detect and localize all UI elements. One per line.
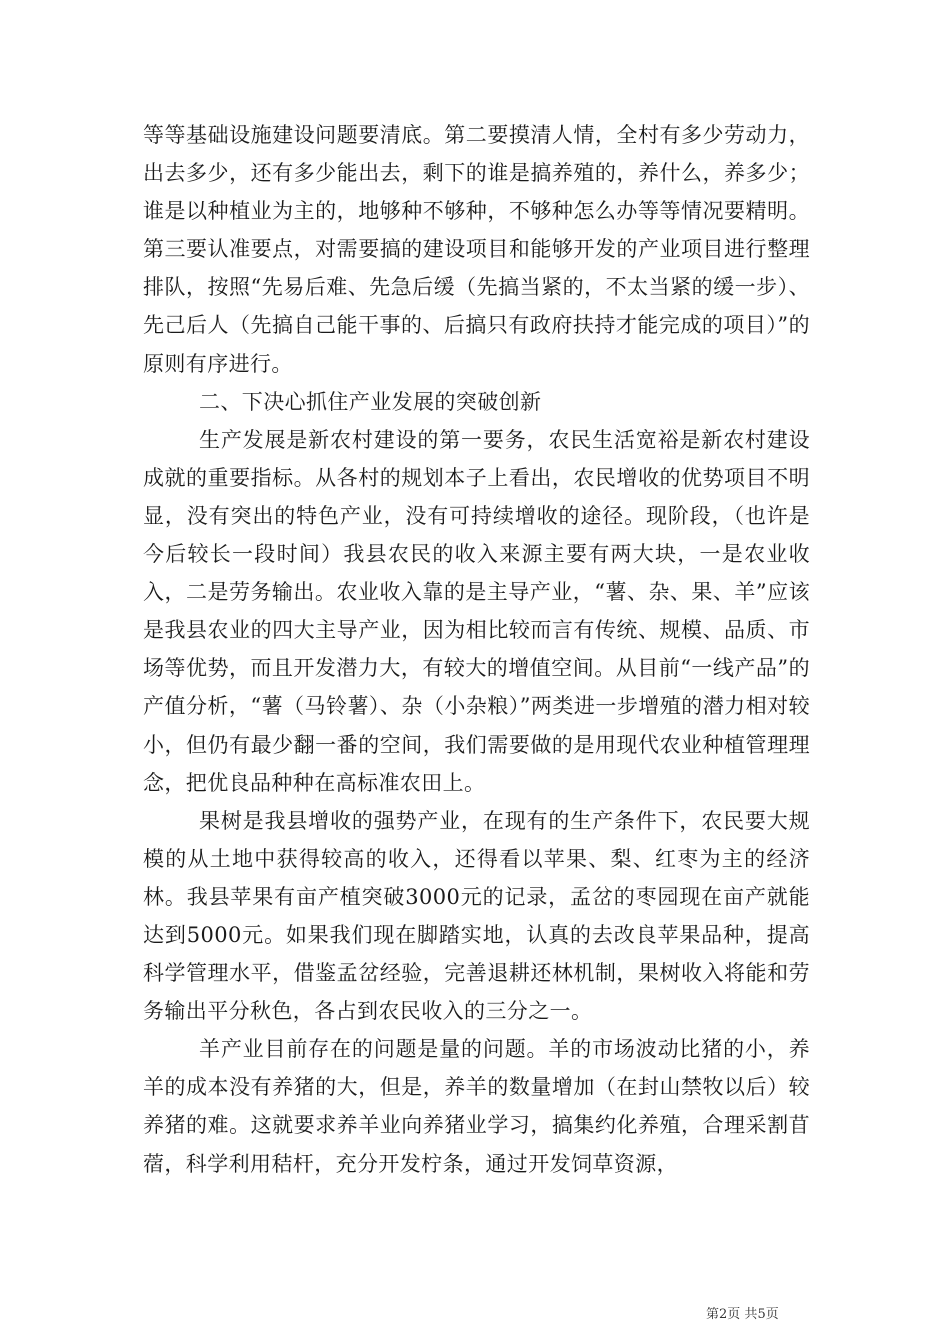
footer-current-page: 2 (719, 1307, 728, 1322)
footer-prefix: 第 (706, 1307, 720, 1322)
paragraph: 羊产业目前存在的问题是量的问题。羊的市场波动比猪的小，养羊的成本没有养猪的大，但是，养羊的数量增加（在封山禁牧以后）较养猪的难。这就要求养羊业向养猪业学习，搞集约化养殖，合理采割苜蓿，科学利用秸杆，充分开发柠条，通过开发饲草资源， (143, 1037, 810, 1176)
page-footer (706, 1303, 779, 1322)
paragraph: 等等基础设施建设问题要清底。第二要摸清人情，全村有多少劳动力，出去多少，还有多少能出去，剩下的谁是搞养殖的，养什么，养多少；谁是以种植业为主的，地够种不够种，不够种怎么办等等情况要精明。第三要认准要点，对需要搞的建设项目和能够开发的产业项目进行整理排队，按照“先易后难、先急后缓（先搞当紧的，不太当紧的缓一步）、先己后人（先搞自己能干事的、后搞只有政府扶持才能完成的项目）”的原则有序进行。 (143, 123, 810, 376)
section-heading: 二、下决心抓住产业发展的突破创新 (199, 389, 542, 414)
document-body (143, 116, 810, 1183)
footer-total-pages: 5 (757, 1307, 766, 1322)
paragraph: 果树是我县增收的强势产业，在现有的生产条件下，农民要大规模的从土地中获得较高的收入，还得看以苹果、梨、红枣为主的经济林。我县苹果有亩产植突破3000元的记录，孟岔的枣园现在亩产就能达到5000元。如果我们现在脚踏实地，认真的去改良苹果品种，提高科学管理水平，借鉴孟岔经验，完善退耕还林机制，果树收入将能和劳务输出平分秋色，各占到农民收入的三分之一。 (143, 808, 810, 1024)
footer-middle: 页 共 (727, 1307, 758, 1322)
paragraph: 生产发展是新农村建设的第一要务，农民生活宽裕是新农村建设成就的重要指标。从各村的规划本子上看出，农民增收的优势项目不明显，没有突出的特色产业，没有可持续增收的途径。现阶段，（也许是今后较长一段时间）我县农民的收入来源主要有两大块，一是农业收入，二是劳务输出。农业收入靠的是主导产业，“薯、杂、果、羊”应该是我县农业的四大主导产业，因为相比较而言有传统、规模、品质、市场等优势，而且开发潜力大，有较大的增值空间。从目前“一线产品”的产值分析，“薯（马铃薯）、杂（小杂粮）”两类进一步增殖的潜力相对较小，但仍有最少翻一番的空间，我们需要做的是用现代农业种植管理理念，把优良品种种在高标准农田上。 (143, 427, 810, 795)
footer-suffix: 页 (765, 1307, 779, 1322)
